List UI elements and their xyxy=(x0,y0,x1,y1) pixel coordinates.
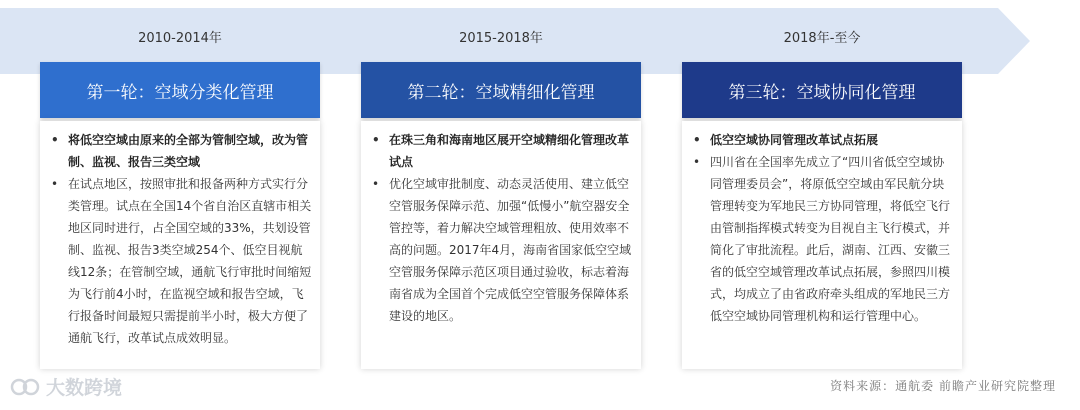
stage-2-list xyxy=(369,129,633,327)
stage-1-card xyxy=(40,121,320,369)
stage-2-headline: • 在珠三角和海南地区展开空域精细化管理改革试点 xyxy=(369,129,633,173)
stage-2-title: 第二轮：空域精细化管理 xyxy=(361,62,641,118)
stage-1-list xyxy=(48,129,312,349)
stage-2-detail: • 优化空域审批制度、动态灵活使用、建立低空空管服务保障示范、加强“低慢小”航空器安全管控等，着力解决空域管理粗放、使用效率不高的问题。2017年4月，海南省国家低空空域空管服务保障示范区项目通过验收，标志着海南省成为全国首个完成低空空管服务保障体系建设的地区。 xyxy=(369,173,633,327)
source-note: 资料来源：通航委 前瞻产业研究院整理 xyxy=(830,379,1056,393)
stage-3-detail: • 四川省在全国率先成立了“四川省低空空域协同管理委员会”，将原低空空域由军民航分块管理转变为军地民三方协同管理，将低空飞行由管制指挥模式转变为目视自主飞行模式，并简化了审批流程。此后，湖南、江西、安徽三省的低空空域管理改革试点拓展，参照四川模式，均成立了由省政府牵头组成的军地民三方低空空域协同管理机构和运行管理中心。 xyxy=(690,151,954,327)
stage-3-list xyxy=(690,129,954,327)
stage-2-year: 2015-2018年 xyxy=(459,31,543,46)
brand-name: 大数跨境 xyxy=(46,377,123,399)
stage-1-detail: • 在试点地区，按照审批和报备两种方式实行分类管理。试点在全国14个省自治区直辖市相关地区同时进行，占全国空域的33%，共划设管制、监视、报告3类空域254个、低空目视航线12条；在管制空域，通航飞行审批时间缩短为飞行前4小时，在监视空域和报告空域，飞行报备时间最短只需提前半小时，极大方便了通航飞行，改革试点成效明显。 xyxy=(48,173,312,349)
stage-3-headline: • 低空空域协同管理改革试点拓展 xyxy=(690,129,954,151)
stage-2-card xyxy=(361,121,641,369)
brand-logo-icon xyxy=(10,377,40,397)
stage-3-title: 第三轮：空域协同化管理 xyxy=(682,62,962,118)
stage-3-year: 2018年-至今 xyxy=(783,31,861,46)
stage-1-year: 2010-2014年 xyxy=(138,31,222,46)
brand-watermark xyxy=(10,373,122,400)
stage-1-title: 第一轮：空域分类化管理 xyxy=(40,62,320,118)
stage-1-headline: • 将低空空域由原来的全部为管制空域，改为管制、监视、报告三类空域 xyxy=(48,129,312,173)
stage-3-card xyxy=(682,121,962,369)
